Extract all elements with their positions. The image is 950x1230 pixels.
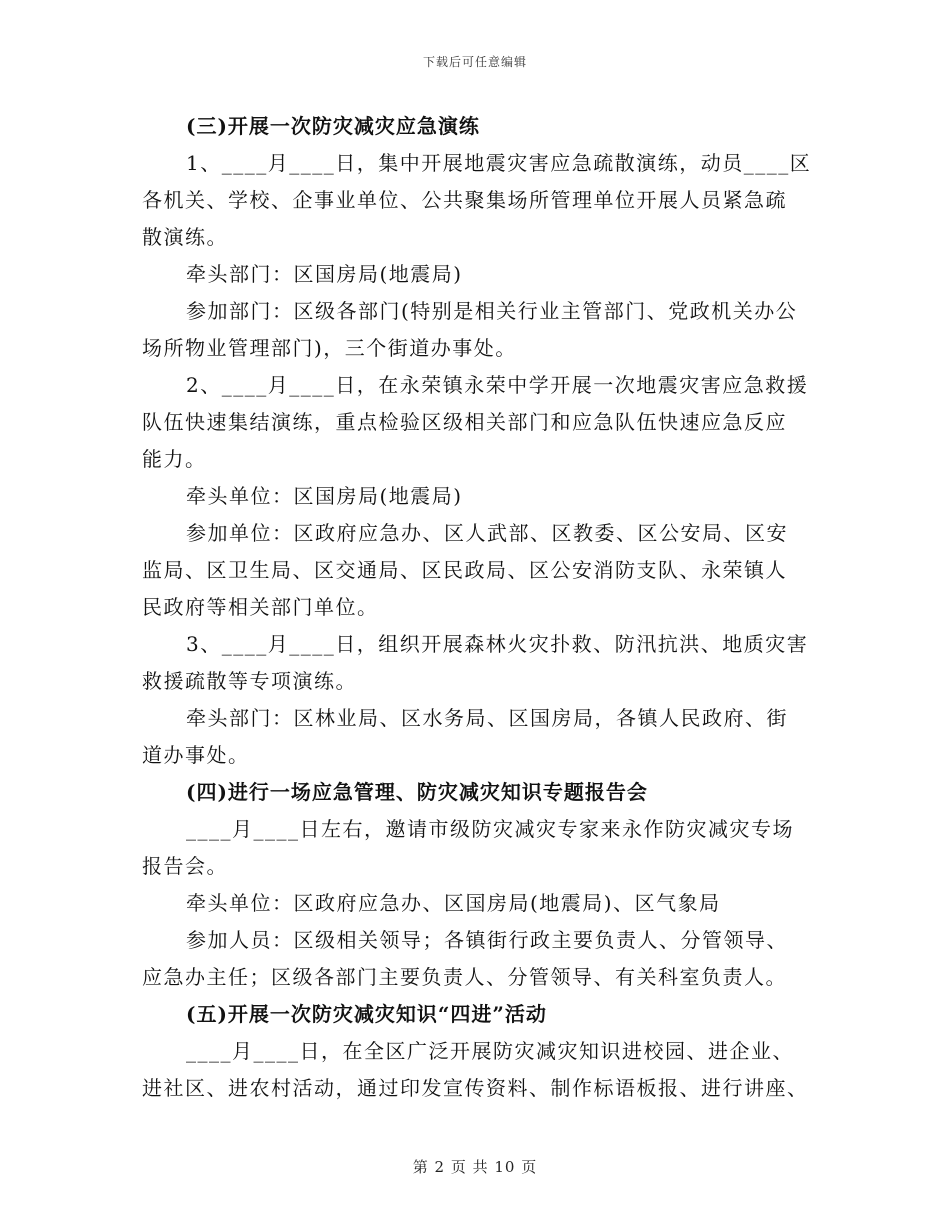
text-line: 进社区、进农村活动，通过印发宣传资料、制作标语板报、进行讲座、: [142, 1076, 809, 1100]
text-line: 参加单位：区政府应急办、区人武部、区教委、区公安局、区安: [186, 521, 788, 545]
text-line: ____月____日左右，邀请市级防灾减灾专家来永作防灾减灾专场: [186, 817, 794, 841]
text-line: 场所物业管理部门)，三个街道办事处。: [142, 336, 517, 360]
text-line: 参加人员：区级相关领导；各镇街行政主要负责人、分管领导、: [186, 928, 788, 952]
text-line: 民政府等相关部门单位。: [142, 595, 379, 619]
text-line: 救援疏散等专项演练。: [142, 669, 357, 693]
text-line: 监局、区卫生局、区交通局、区民政局、区公安消防支队、永荣镇人: [142, 558, 787, 582]
text-line: 散演练。: [142, 225, 228, 249]
section-heading: (五)开展一次防灾减灾知识“四进”活动: [186, 1002, 547, 1026]
text-line: 2、____月____日，在永荣镇永荣中学开展一次地震灾害应急救援: [186, 373, 809, 397]
document-body: [142, 108, 812, 1107]
text-line: 应急办主任；区级各部门主要负责人、分管领导、有关科室负责人。: [142, 965, 787, 989]
page-footer: 第 2 页 共 10 页: [412, 1158, 538, 1176]
text-line: 牵头单位：区国房局(地震局): [186, 484, 463, 508]
text-line: 道办事处。: [142, 743, 250, 767]
text-line: 牵头单位：区政府应急办、区国房局(地震局)、区气象局: [186, 891, 721, 915]
text-line: 1、____月____日，集中开展地震灾害应急疏散演练，动员____区: [186, 151, 812, 175]
text-line: 牵头部门：区林业局、区水务局、区国房局，各镇人民政府、街: [186, 706, 788, 730]
page-header: 下载后可任意编辑: [422, 55, 527, 69]
text-line: 报告会。: [142, 854, 228, 878]
section-heading: (四)进行一场应急管理、防灾减灾知识专题报告会: [186, 780, 648, 804]
section-heading: (三)开展一次防灾减灾应急演练: [186, 114, 480, 138]
text-line: 牵头部门：区国房局(地震局): [186, 262, 463, 286]
text-line: 各机关、学校、企事业单位、公共聚集场所管理单位开展人员紧急疏: [142, 188, 787, 212]
text-line: 能力。: [142, 447, 207, 471]
text-line: 3、____月____日，组织开展森林火灾扑救、防汛抗洪、地质灾害: [186, 632, 809, 656]
text-line: 参加部门：区级各部门(特别是相关行业主管部门、党政机关办公: [186, 299, 798, 323]
text-line: ____月____日，在全区广泛开展防灾减灾知识进校园、进企业、: [186, 1039, 794, 1063]
text-line: 队伍快速集结演练，重点检验区级相关部门和应急队伍快速应急反应: [142, 410, 787, 434]
